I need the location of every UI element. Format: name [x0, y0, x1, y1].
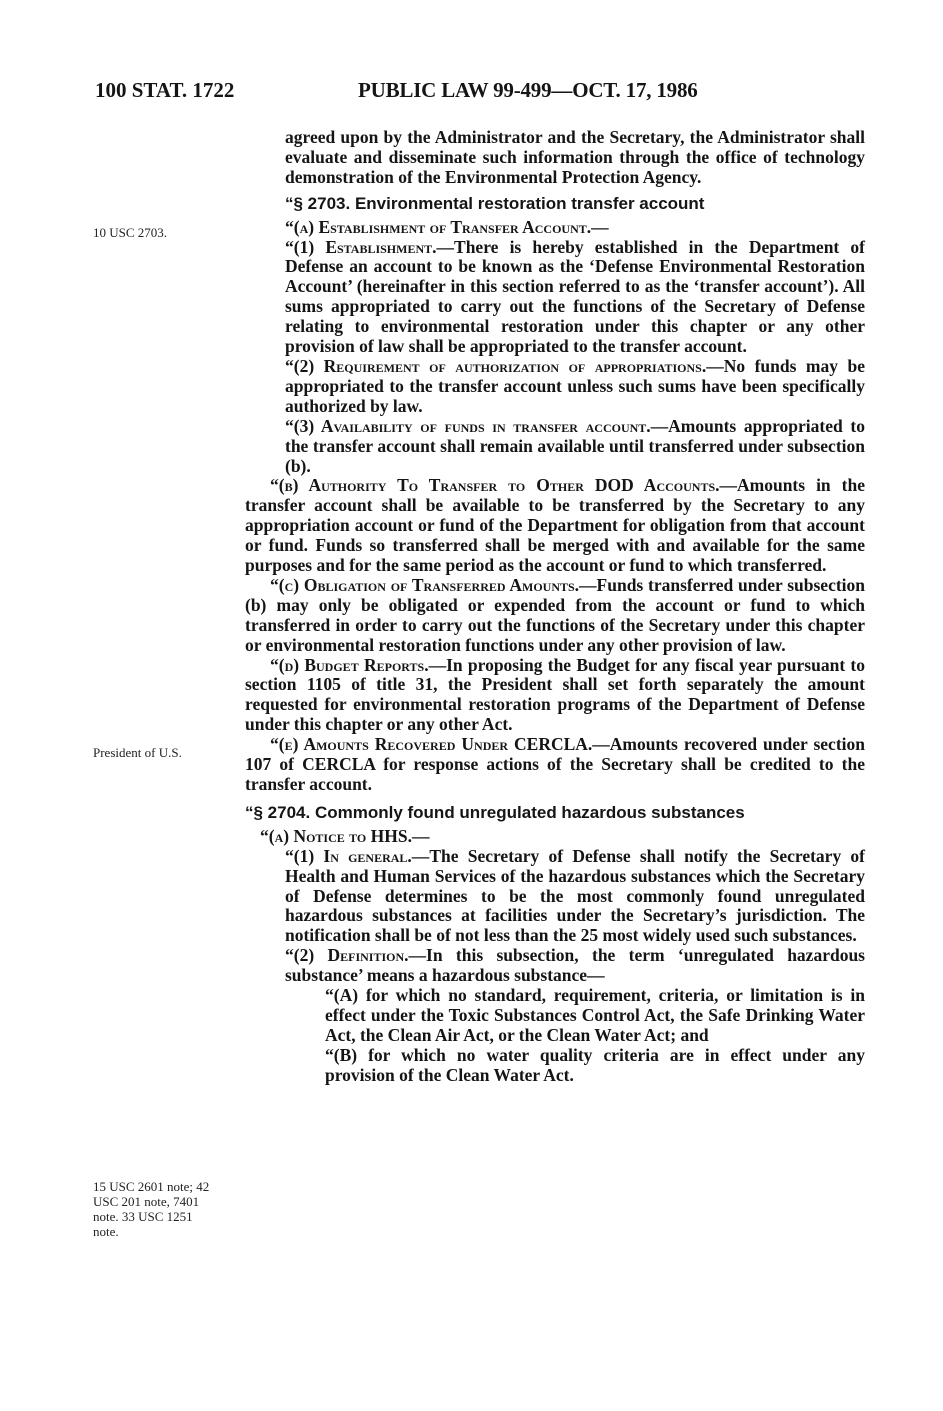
subsection-e [245, 735, 865, 795]
subsection-d-text: In proposing the Budget for any fiscal year pursuant to section 1105 of title 31, the President shall set forth separately the amount requested for environmental restoration programs of the Department of Defense under this chapter or any other Act. [245, 654, 865, 735]
clause-A: “(A) for which no standard, requirement, criteria, or limitation is in effect under the Toxic Substances Control Act, the Safe Drinking Water Act, the Clean Air Act, or the Clean Water Act; and [325, 985, 865, 1045]
public-law-title: PUBLIC LAW 99-499—OCT. 17, 1986 [358, 78, 698, 102]
subsection-a-heading [245, 218, 865, 238]
section-2704-para-a2-label: “(2) Definition.— [285, 945, 427, 966]
subsection-e-label: “(e) Amounts Recovered Under CERCLA.— [270, 734, 610, 755]
section-2703-heading: “§ 2703. Environmental restoration transfer account [285, 193, 705, 213]
margin-note-usc-refs: 15 USC 2601 note; 42 USC 201 note, 7401 note. 33 USC 1251 note. [93, 1179, 210, 1239]
para-a2-label: “(2) Requirement of authorization of appropriations.— [285, 355, 724, 376]
stat-citation: 100 STAT. 1722 [95, 78, 235, 102]
section-2704-para-a1-label: “(1) In general.— [285, 845, 430, 866]
page-header [95, 78, 885, 108]
margin-note-usc-2703: 10 USC 2703. [93, 225, 168, 240]
section-2704-a-heading-text: “(a) Notice to HHS.— [260, 825, 430, 846]
section-2704-heading: “§ 2704. Commonly found unregulated hazardous substances [245, 802, 745, 822]
subsection-b-text: Amounts in the transfer account shall be available to be transferred by the Secretary to any appropriation account or fund of the Department for obligation from that account or fund. Funds so transferred shall be merged with and available for the same purposes and for the same period as the account or fund to which transferred. [245, 475, 865, 576]
margin-note-president: President of U.S. [93, 745, 182, 760]
subsection-c [245, 576, 865, 656]
subsection-c-label: “(c) Obligation of Transferred Amounts.— [270, 574, 597, 595]
para-a2-text: No funds may be appropriated to the transfer account unless such sums have been specifically authorized by law. [285, 355, 865, 416]
subsection-b [245, 476, 865, 576]
section-2704-para-a2-text: In this subsection, the term ‘unregulated hazardous substance’ means a hazardous substance— [285, 945, 865, 986]
para-a3 [245, 417, 865, 477]
para-a2 [245, 357, 865, 417]
subsection-a-heading-text: “(a) Establishment of Transfer Account.— [285, 216, 609, 237]
document-body [245, 128, 865, 1086]
continued-paragraph: agreed upon by the Administrator and the Secretary, the Administrator shall evaluate and disseminate such information through the office of technology demonstration of the Environmental Protection Agency. [285, 127, 865, 187]
subsection-d-label: “(d) Budget Reports.— [270, 654, 447, 675]
subsection-c-text: Funds transferred under subsection (b) may only be obligated or expended from the account or fund to which transferred in order to carry out the functions of the Secretary under this chapter or environmental restoration functions under any other provision of law. [245, 574, 866, 655]
section-2704-para-a2 [245, 946, 865, 986]
para-a1-label: “(1) Establishment.— [285, 236, 455, 257]
para-a3-text: Amounts appropriated to the transfer account shall remain available until transferred under subsection (b). [285, 415, 865, 476]
section-2704-para-a1-text: The Secretary of Defense shall notify the Secretary of Health and Human Services of the hazardous substances which the Secretary of Defense determines to be the most commonly found unregulated hazardous substances at facilities under the Secretary’s jurisdiction. The notification shall be of not less than the 25 most widely used such substances. [285, 845, 865, 946]
subsection-b-label: “(b) Authority To Transfer to Other DOD Accounts.— [270, 475, 737, 496]
subsection-d [245, 656, 865, 736]
clause-B: “(B) for which no water quality criteria are in effect under any provision of the Clean Water Act. [325, 1044, 865, 1085]
para-a1 [245, 238, 865, 357]
section-2704-para-a1 [245, 847, 865, 947]
para-a3-label: “(3) Availability of funds in transfer account.— [285, 415, 669, 436]
para-a1-text: There is hereby established in the Department of Defense an account to be known as the ‘Defense Environmental Restoration Account’ (hereinafter in this section referred to as the ‘transfer account’). All sums appropriated to carry out the functions of the Secretary of Defense relating to environmental restoration under this chapter or any other provision of law shall be appropriated to the transfer account. [285, 236, 865, 357]
subsection-e-text: Amounts recovered under section 107 of CERCLA for response actions of the Secretary shall be credited to the transfer account. [245, 734, 865, 794]
section-2704-a-heading [245, 827, 865, 847]
